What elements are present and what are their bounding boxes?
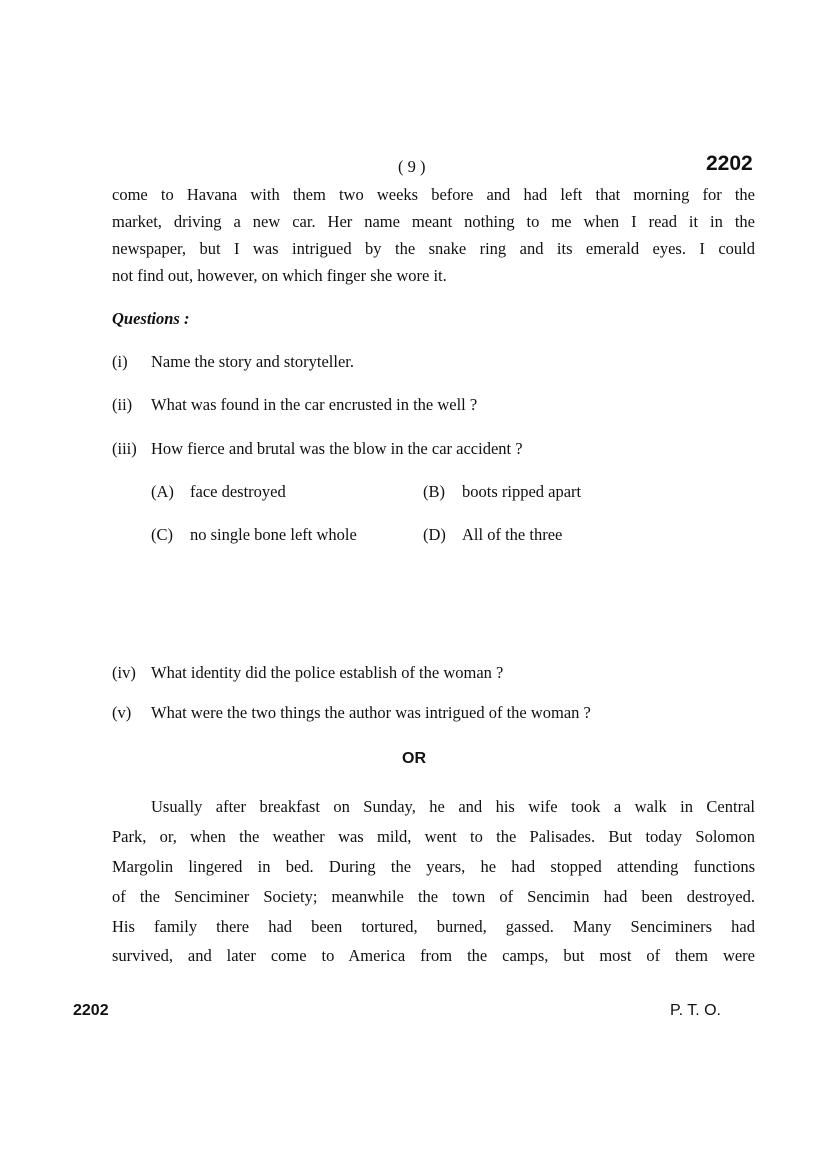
or-divider: OR — [402, 750, 426, 767]
passage-line: newspaper, but I was intrigued by the snake ring and its emerald eyes. I could — [112, 239, 755, 258]
question-number: (i) — [112, 352, 128, 371]
option-label: (D) — [423, 525, 446, 544]
passage-line: Usually after breakfast on Sunday, he and his wife took a walk in Central — [151, 797, 755, 816]
option-text: All of the three — [462, 525, 563, 544]
passage-line: of the Senciminer Society; meanwhile the town of Sencimin had been destroyed. — [112, 887, 755, 906]
paper-code-footer: 2202 — [73, 1002, 109, 1019]
question-number: (iii) — [112, 439, 137, 458]
page-number: ( 9 ) — [398, 157, 426, 176]
question-text: How fierce and brutal was the blow in the car accident ? — [151, 439, 523, 458]
question-text: What was found in the car encrusted in the well ? — [151, 395, 478, 414]
question-number: (v) — [112, 703, 132, 722]
option-text: boots ripped apart — [462, 482, 582, 501]
passage-line: come to Havana with them two weeks before and had left that morning for the — [112, 185, 755, 204]
passage-line: not find out, however, on which finger she wore it. — [112, 266, 447, 285]
question-text: Name the story and storyteller. — [151, 352, 354, 371]
please-turn-over: P. T. O. — [670, 1002, 721, 1019]
option-text: no single bone left whole — [190, 525, 357, 544]
passage-line: Margolin lingered in bed. During the years, he had stopped attending functions — [112, 857, 755, 876]
option-label: (C) — [151, 525, 173, 544]
passage-line: market, driving a new car. Her name meant nothing to me when I read it in the — [112, 212, 755, 231]
question-text: What identity did the police establish of the woman ? — [151, 663, 504, 682]
option-label: (B) — [423, 482, 445, 501]
question-number: (iv) — [112, 663, 136, 682]
option-label: (A) — [151, 482, 174, 501]
passage-line: Park, or, when the weather was mild, went to the Palisades. But today Solomon — [112, 827, 755, 846]
passage-line: survived, and later come to America from the camps, but most of them were — [112, 946, 755, 965]
question-text: What were the two things the author was intrigued of the woman ? — [151, 703, 591, 722]
questions-heading: Questions : — [112, 309, 190, 328]
question-number: (ii) — [112, 395, 133, 414]
passage-line: His family there had been tortured, burned, gassed. Many Senciminers had — [112, 917, 755, 936]
paper-code-header: 2202 — [706, 152, 753, 175]
option-text: face destroyed — [190, 482, 286, 501]
